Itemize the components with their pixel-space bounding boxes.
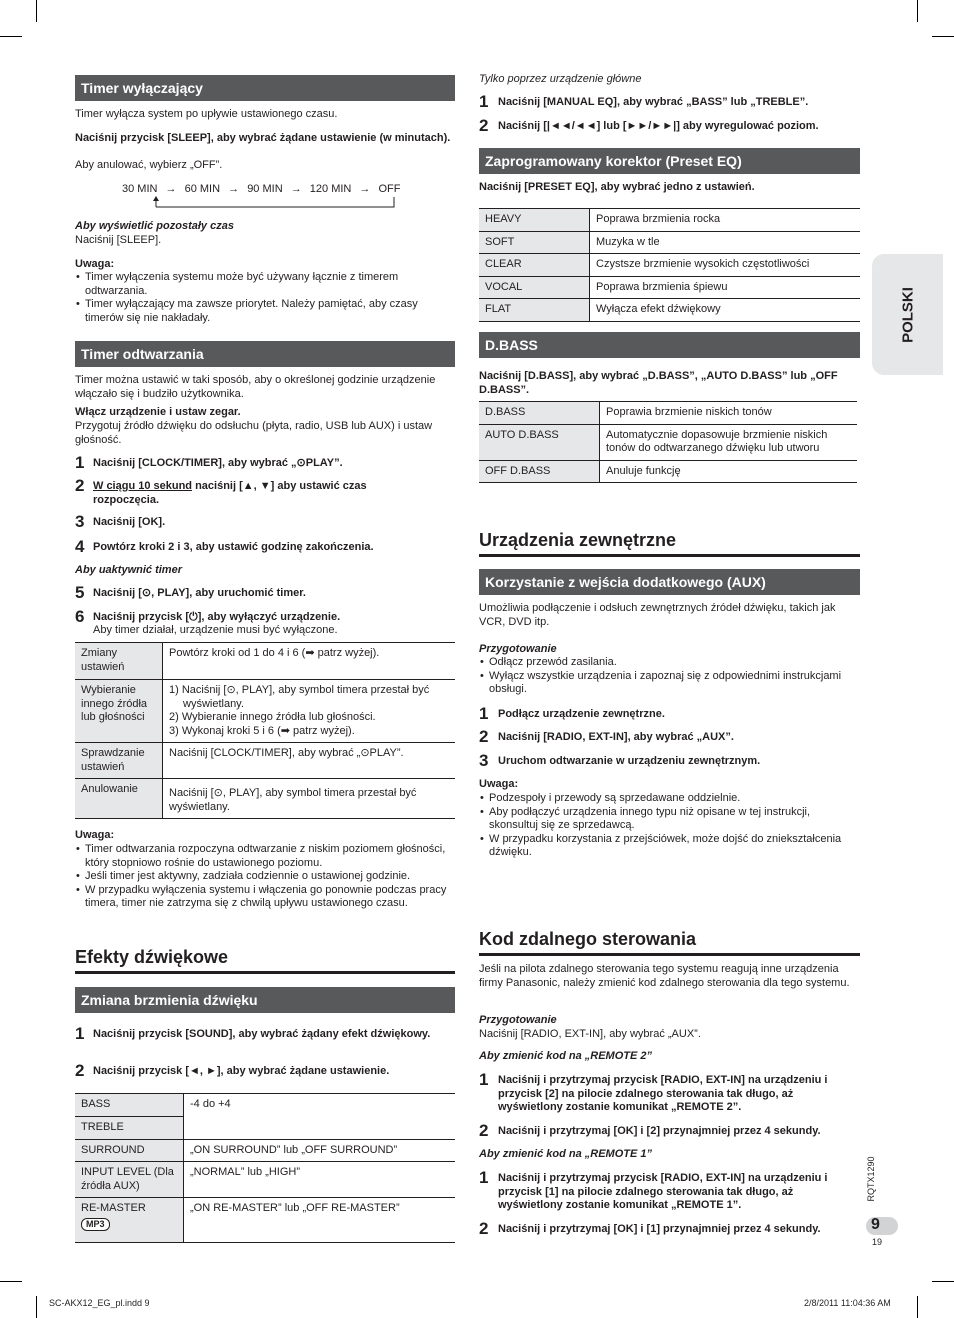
dbass-table	[479, 401, 857, 483]
crop-mark	[932, 36, 954, 37]
table-value: Czystsze brzmienie wysokich częstotliwości	[590, 254, 861, 277]
table-value: -4 do +4	[184, 1094, 456, 1140]
heading-rule	[75, 971, 455, 974]
table-key: D.BASS	[479, 402, 600, 425]
preset-eq-instruction: Naciśnij [PRESET EQ], aby wybrać jedno z ustawień.	[479, 181, 755, 193]
heading-rule	[479, 554, 860, 557]
crop-mark	[932, 1281, 954, 1282]
table-key: AUTO D.BASS	[479, 424, 600, 460]
step-number: 2	[479, 116, 489, 135]
step-number: 1	[479, 1168, 489, 1187]
note-title: Uwaga:	[75, 258, 115, 270]
step-number: 3	[479, 751, 489, 770]
table-value: Muzyka w tle	[590, 231, 861, 254]
language-side-tab	[872, 254, 943, 375]
crop-mark	[36, 0, 37, 22]
section-title-timer-off: Timer wyłączający	[75, 75, 455, 101]
table-value: Poprawa brzmienia śpiewu	[590, 276, 861, 299]
aux-prep-title: Przygotowanie	[479, 643, 557, 655]
doc-code: RQTX1290	[866, 1156, 876, 1202]
table-value: 1) Naciśnij [⊙, PLAY], aby symbol timera przestał być wyświetlany. 2) Wybieranie innego źródła lub głośności. 3) Wykonaj kroki 5 i 6 (➡ patrz wyżej).	[163, 680, 456, 743]
timer-off-notes	[75, 271, 453, 325]
play-timer-intro: Timer można ustawić w taki sposób, aby o określonej godzinie urządzenie włączało się i budziło użytkownika.	[75, 374, 436, 400]
table-row	[75, 1162, 455, 1198]
step-number: 1	[479, 1070, 489, 1089]
note-title: Uwaga:	[479, 778, 519, 790]
step-number: 1	[75, 1024, 85, 1043]
note-item: • Podzespoły i przewody są sprzedawane oddzielnie.	[479, 792, 859, 806]
step-number: 2	[75, 476, 85, 495]
note-item: • Timer wyłączający ma zawsze priorytet. Należy pamiętać, aby czasy timerów się nie nakładały.	[75, 298, 453, 325]
table-key: Wybieranie innego źródła lub głośności	[75, 680, 163, 743]
timer-off-instruction: Naciśnij przycisk [SLEEP], aby wybrać żądane ustawienie (w minutach).	[75, 132, 451, 144]
step-number: 1	[75, 453, 85, 472]
table-row	[479, 231, 860, 254]
step-text: Naciśnij [OK].	[93, 516, 166, 528]
step-text: Naciśnij [CLOCK/TIMER], aby wybrać „⊙PLAY”.	[93, 457, 343, 469]
note-item: • Jeśli timer jest aktywny, zadziała codziennie o ustawionej godzinie.	[75, 870, 453, 884]
table-value: Powtórz kroki od 1 do 4 i 6 (➡ patrz wyżej).	[163, 643, 456, 680]
table-value: „ON RE-MASTER” lub „OFF RE-MASTER”	[184, 1198, 456, 1243]
step-text: Naciśnij i przytrzymaj przycisk [RADIO, EXT-IN] na urządzeniu i przycisk [2] na pilocie zdalnego sterowania tak długo, aż wyświetlony zostanie komunikat „REMOTE 2”.	[498, 1074, 828, 1113]
cycle-item: 30 MIN	[122, 183, 158, 195]
table-value: Poprawa brzmienia rocka	[590, 209, 861, 232]
section-title-dbass: D.BASS	[479, 332, 860, 358]
table-row	[75, 1139, 455, 1162]
step-number: 4	[75, 537, 85, 556]
section-title-aux: Korzystanie z wejścia dodatkowego (AUX)	[479, 569, 860, 595]
table-key: BASS	[75, 1094, 184, 1117]
cycle-item: OFF	[378, 183, 401, 195]
crop-mark	[36, 1296, 37, 1318]
remaining-text: Naciśnij [SLEEP].	[75, 234, 162, 246]
step-text: Naciśnij przycisk [SOUND], aby wybrać żądany efekt dźwiękowy.	[93, 1028, 431, 1040]
heading-remote-code: Kod zdalnego sterowania	[479, 929, 697, 949]
language-label: POLSKI	[899, 286, 916, 343]
table-row	[75, 643, 455, 680]
cycle-arrow: →	[228, 183, 240, 195]
step-text: W ciągu 10 sekund naciśnij [▲, ▼] aby ustawić czas rozpoczęcia.	[93, 480, 367, 506]
aux-prep-list	[479, 656, 857, 697]
remote2-title: Aby zmienić kod na „REMOTE 2”	[479, 1050, 652, 1062]
table-value: Automatycznie dopasowuje brzmienie niskich tonów do odtwarzanego dźwięku lub utworu	[600, 424, 858, 460]
timer-off-intro: Timer wyłącza system po upływie ustawionego czasu.	[75, 108, 338, 120]
table-key: RE-MASTER MP3	[75, 1198, 184, 1243]
activate-title: Aby uaktywnić timer	[75, 564, 182, 576]
table-value: „ON SURROUND” lub „OFF SURROUND”	[184, 1139, 456, 1162]
table-key: OFF D.BASS	[479, 460, 600, 483]
preset-eq-table	[479, 208, 860, 322]
table-key: VOCAL	[479, 276, 590, 299]
table-row	[75, 779, 455, 819]
table-key: SOFT	[479, 231, 590, 254]
table-row	[479, 209, 860, 232]
sub-page-number: 19	[872, 1237, 883, 1247]
table-row	[479, 299, 860, 322]
step-text: Naciśnij [|◄◄/◄◄] lub [►►/►►|] aby wyregulować poziom.	[498, 120, 819, 132]
table-value: „NORMAL” lub „HIGH”	[184, 1162, 456, 1198]
table-value: Naciśnij [CLOCK/TIMER], aby wybrać „⊙PLAY”.	[163, 743, 456, 779]
table-key: FLAT	[479, 299, 590, 322]
play-timer-prep: Przygotuj źródło dźwięku do odsłuchu (płyta, radio, USB lub AUX) i ustaw głośność.	[75, 420, 433, 446]
step-subtext: Aby timer działał, urządzenie musi być wyłączone.	[93, 624, 338, 636]
step-number: 5	[75, 583, 85, 602]
step-number: 3	[75, 512, 85, 531]
table-key: TREBLE	[75, 1117, 184, 1140]
manual-eq-note: Tylko poprzez urządzenie główne	[479, 73, 642, 85]
play-timer-table	[75, 642, 455, 819]
timer-off-cancel: Aby anulować, wybierz „OFF”.	[75, 159, 223, 171]
note-item: • Timer odtwarzania rozpoczyna odtwarzanie z niskim poziomem głośności, który stopniowo rośnie do ustawionego poziomu.	[75, 843, 453, 870]
step-number: 1	[479, 92, 489, 111]
step-text: Naciśnij [MANUAL EQ], aby wybrać „BASS” lub „TREBLE”.	[498, 96, 809, 108]
footer-file: SC-AKX12_EG_pl.indd 9	[49, 1298, 150, 1308]
aux-notes	[479, 792, 859, 860]
step-number: 1	[479, 704, 489, 723]
note-item: • Timer wyłączenia systemu może być używany łącznie z timerem odtwarzania.	[75, 271, 453, 298]
step-number: 2	[479, 1219, 489, 1238]
heading-sound-effects: Efekty dźwiękowe	[75, 947, 229, 967]
step-text: Powtórz kroki 2 i 3, aby ustawić godzinę zakończenia.	[93, 541, 374, 553]
play-timer-bold-line: Włącz urządzenie i ustaw zegar.	[75, 406, 241, 418]
table-row	[479, 424, 857, 460]
table-row	[479, 460, 857, 483]
crop-mark	[0, 1281, 22, 1282]
crop-mark	[0, 36, 22, 37]
note-title: Uwaga:	[75, 829, 115, 841]
table-row	[75, 743, 455, 779]
remote-intro: Jeśli na pilota zdalnego sterowania tego systemu reagują inne urządzenia firmy Panasonic, należy zmienić kod zdalnego sterowania dla tego systemu.	[479, 963, 850, 989]
note-item: • W przypadku wyłączenia systemu i włączenia go ponownie podczas pracy timera, timer nie zatrzyma się z chwilą upływu ustawionego czasu.	[75, 884, 453, 911]
prep-item: • Wyłącz wszystkie urządzenia i zapoznaj się z odpowiednimi instrukcjami obsługi.	[479, 670, 857, 697]
step-number: 2	[479, 1121, 489, 1140]
table-row	[75, 1198, 455, 1243]
crop-mark	[917, 0, 918, 22]
step-text: Uruchom odtwarzanie w urządzeniu zewnętrznym.	[498, 755, 761, 767]
note-item: • Aby podłączyć urządzenia innego typu niż opisane w tej instrukcji, skonsultuj się ze sprzedawcą.	[479, 806, 859, 833]
footer-date: 2/8/2011 11:04:36 AM	[804, 1298, 891, 1308]
page-number-badge	[866, 1217, 898, 1235]
table-row	[479, 276, 860, 299]
cycle-arrow: →	[359, 183, 371, 195]
mp3-badge: MP3	[81, 1218, 110, 1231]
table-row	[479, 402, 857, 425]
table-key: SURROUND	[75, 1139, 184, 1162]
table-value: Naciśnij [⊙, PLAY], aby symbol timera przestał być wyświetlany.	[163, 779, 456, 819]
cycle-return-line	[150, 195, 400, 209]
step-text: Naciśnij przycisk [◄, ►], aby wybrać żądane ustawienie.	[93, 1065, 390, 1077]
step-text: Naciśnij i przytrzymaj [OK] i [2] przynajmniej przez 4 sekundy.	[498, 1125, 821, 1137]
step-number: 2	[479, 727, 489, 746]
table-key: CLEAR	[479, 254, 590, 277]
table-row	[75, 1094, 455, 1117]
step-text: Naciśnij i przytrzymaj [OK] i [1] przynajmniej przez 4 sekundy.	[498, 1223, 821, 1235]
remote-prep-text: Naciśnij [RADIO, EXT-IN], aby wybrać „AUX”.	[479, 1028, 701, 1040]
page-number: 9	[871, 1216, 880, 1233]
note-item: • W przypadku korzystania z przejściówek, może dojść do zniekształcenia dźwięku.	[479, 833, 859, 860]
step-number: 6	[75, 607, 85, 626]
cycle-arrow: →	[290, 183, 302, 195]
section-title-sound: Zmiana brzmienia dźwięku	[75, 987, 455, 1013]
table-value: Wyłącza efekt dźwiękowy	[590, 299, 861, 322]
cycle-arrow: →	[165, 183, 177, 195]
section-title-play-timer: Timer odtwarzania	[75, 341, 455, 367]
remote-prep-title: Przygotowanie	[479, 1014, 557, 1026]
heading-external: Urządzenia zewnętrzne	[479, 530, 677, 550]
cycle-item: 90 MIN	[247, 183, 283, 195]
step-number: 2	[75, 1061, 85, 1080]
remote1-title: Aby zmienić kod na „REMOTE 1”	[479, 1148, 652, 1160]
table-value: Poprawia brzmienie niskich tonów	[600, 402, 858, 425]
table-row	[479, 254, 860, 277]
prep-item: • Odłącz przewód zasilania.	[479, 656, 857, 670]
step-text: Naciśnij przycisk [⏻], aby wyłączyć urządzenie.	[93, 611, 341, 623]
section-title-preset-eq: Zaprogramowany korektor (Preset EQ)	[479, 148, 860, 174]
table-row	[75, 680, 455, 743]
step-text: Naciśnij [⊙, PLAY], aby uruchomić timer.	[93, 587, 306, 599]
remaining-title: Aby wyświetlić pozostały czas	[75, 220, 234, 232]
step-text: Naciśnij i przytrzymaj przycisk [RADIO, EXT-IN] na urządzeniu i przycisk [1] na pilocie zdalnego sterowania tak długo, aż wyświetlony zostanie komunikat „REMOTE 1”.	[498, 1172, 828, 1211]
step-text: Naciśnij [RADIO, EXT-IN], aby wybrać „AUX”.	[498, 731, 734, 743]
table-key: Sprawdzanie ustawień	[75, 743, 163, 779]
play-timer-notes	[75, 843, 453, 911]
table-value: Anuluje funkcję	[600, 460, 858, 483]
table-key: Anulowanie	[75, 779, 163, 819]
table-key: INPUT LEVEL (Dla źródła AUX)	[75, 1162, 184, 1198]
aux-intro: Umożliwia podłączenie i odsłuch zewnętrznych źródeł dźwięku, takich jak VCR, DVD itp.	[479, 602, 836, 628]
sound-effects-table	[75, 1093, 455, 1243]
dbass-instruction: Naciśnij [D.BASS], aby wybrać „D.BASS”, „AUTO D.BASS” lub „OFF D.BASS”.	[479, 370, 838, 396]
step-text: Podłącz urządzenie zewnętrzne.	[498, 708, 665, 720]
crop-mark	[917, 1296, 918, 1318]
table-key: Zmiany ustawień	[75, 643, 163, 680]
heading-rule	[479, 953, 860, 956]
sleep-cycle-diagram	[122, 182, 422, 196]
cycle-item: 60 MIN	[184, 183, 221, 195]
cycle-item: 120 MIN	[309, 183, 352, 195]
table-key: HEAVY	[479, 209, 590, 232]
